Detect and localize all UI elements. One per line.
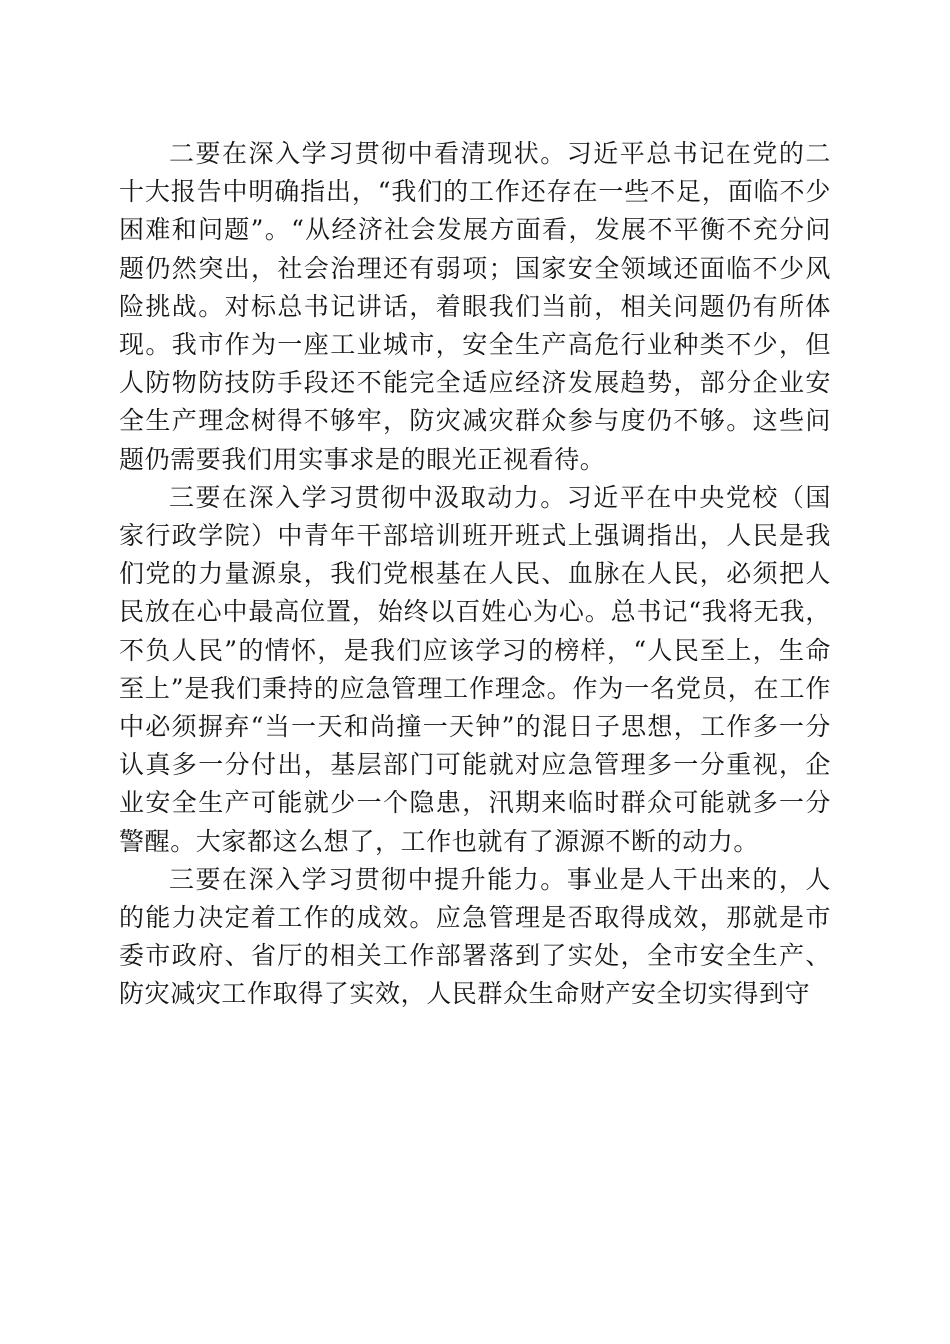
document-body <box>119 135 831 1014</box>
paragraph-assess-situation: 二要在深入学习贯彻中看清现状。习近平总书记在党的二十大报告中明确指出，“我们的工作还存在一些不足，面临不少困难和问题”。“从经济社会发展方面看，发展不平衡不充分问题仍然突出，社会治理还有弱项；国家安全领域还面临不少风险挑战。对标总书记讲话，着眼我们当前，相关问题仍有所体现。我市作为一座工业城市，安全生产高危行业种类不少，但人防物防技防手段还不能完全适应经济发展趋势，部分企业安全生产理念树得不够牢，防灾减灾群众参与度仍不够。这些问题仍需要我们用实事求是的眼光正视看待。 <box>119 139 831 474</box>
paragraph-improve-ability: 三要在深入学习贯彻中提升能力。事业是人干出来的，人的能力决定着工作的成效。应急管理是否取得成效，那就是市委市政府、省厅的相关工作部署落到了实处，全市安全生产、防灾减灾工作取得了实效，人民群众生命财产安全切实得到守 <box>119 864 831 1009</box>
paragraph-draw-motivation: 三要在深入学习贯彻中汲取动力。习近平在中央党校（国家行政学院）中青年干部培训班开班式上强调指出，人民是我们党的力量源泉，我们党根基在人民、血脉在人民，必须把人民放在心中最高位置，始终以百姓心为心。总书记“我将无我，不负人民”的情怀，是我们应该学习的榜样，“人民至上，生命至上”是我们秉持的应急管理工作理念。作为一名党员，在工作中必须摒弃“当一天和尚撞一天钟”的混日子思想，工作多一分认真多一分付出，基层部门可能就对应急管理多一分重视，企业安全生产可能就少一个隐患，汛期来临时群众可能就多一分警醒。大家都这么想了，工作也就有了源源不断的动力。 <box>119 482 831 856</box>
